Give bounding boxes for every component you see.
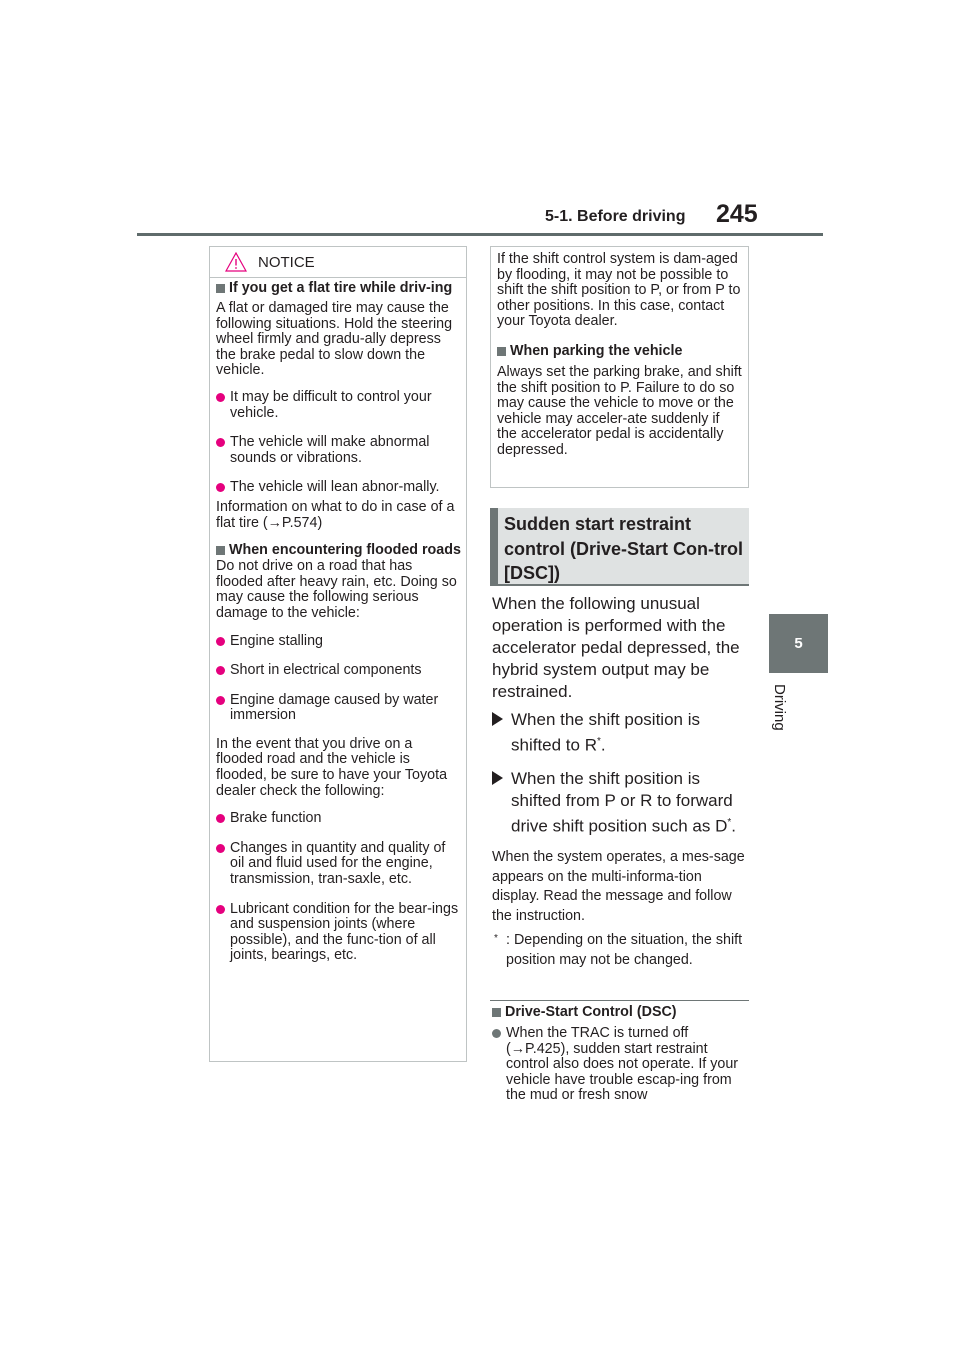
notice-right-content: [497, 252, 743, 459]
bullet-dot-icon: [216, 438, 225, 447]
flooded-intro: Do not drive on a road that has flooded after heavy rain, etc. Doing so may cause the following serious damage to the vehicle:: [216, 558, 457, 621]
flat-tire-info: Information on what to do in case of a flat tire (→P.574): [216, 498, 455, 531]
square-bullet-icon: [492, 1008, 501, 1017]
section-intro: When the following unusual operation is performed with the accelerator pedal depressed, the hybrid system output may be restrained.: [492, 594, 740, 701]
chapter-number: 5: [794, 635, 803, 652]
flat-tire-intro: A flat or damaged tire may cause the following situations. Hold the steering wheel firmly and gradu-ally depress the brake pedal to slow down the vehicle.: [216, 300, 453, 379]
notice-content: [216, 281, 462, 964]
list-item: Brake function: [216, 811, 462, 827]
heading-accent-bar: [490, 508, 498, 586]
notice-box-left: [209, 246, 467, 1062]
list-item: The vehicle will lean abnor-mally.: [216, 480, 462, 496]
list-item: Engine stalling: [216, 634, 462, 650]
section-heading: Sudden start restraint control (Drive-Start Con-trol [DSC]): [504, 514, 744, 583]
notice-box-right: [490, 246, 749, 488]
list-item: When the shift position is shifted to R*.: [492, 709, 750, 757]
bullet-dot-icon: [216, 393, 225, 402]
flat-tire-heading: If you get a flat tire while driv-ing: [216, 281, 462, 296]
bullet-dot-icon: [216, 637, 225, 646]
dsc-heading: Drive-Start Control (DSC): [492, 1005, 748, 1020]
parking-heading: When parking the vehicle: [497, 344, 743, 359]
bullet-dot-icon: [216, 696, 225, 705]
list-item: Engine damage caused by water immersion: [216, 693, 462, 724]
flooded-continuation: If the shift control system is dam-aged by flooding, it may not be possible to shift the shift position to P, or from P to other positions. In this case, contact your Toyota dealer.: [497, 251, 741, 330]
bullet-dot-icon: [216, 844, 225, 853]
triangle-bullet-icon: [492, 712, 503, 726]
list-item: It may be difficult to control your vehicle.: [216, 390, 462, 421]
parking-text: Always set the parking brake, and shift the shift position to P. Failure to do so may cause the vehicle to move or the vehicle may acceler-ate suddenly if the accelerator pedal is accidentally depressed.: [497, 363, 742, 458]
bullet-dot-icon: [492, 1029, 501, 1038]
triangle-bullet-icon: [492, 771, 503, 785]
bullet-dot-icon: [216, 814, 225, 823]
notice-divider: [210, 277, 466, 278]
notice-header: [210, 247, 466, 278]
page-number: 245: [716, 200, 758, 228]
system-operates-text: When the system operates, a mes-sage appears on the multi-informa-tion display. Read the message and follow the instruction.: [492, 849, 745, 924]
section-body: [492, 593, 750, 970]
list-item: Changes in quantity and quality of oil and fluid used for the engine, transmission, tran-saxle, etc.: [216, 841, 462, 888]
footnote: * : Depending on the situation, the shift position may not be changed.: [494, 932, 743, 968]
bullet-dot-icon: [216, 483, 225, 492]
chapter-label-text: Driving: [771, 684, 788, 731]
chapter-label: [768, 684, 788, 764]
notice-title: NOTICE: [258, 254, 315, 271]
square-bullet-icon: [216, 284, 225, 293]
flooded-heading: When encountering flooded roads: [216, 543, 462, 558]
chapter-tab: [769, 614, 828, 673]
section-heading-box: [490, 508, 749, 586]
list-item: When the shift position is shifted from P or R to forward drive shift position such as D*.: [492, 768, 750, 838]
bullet-dot-icon: [216, 905, 225, 914]
list-item: When the TRAC is turned off (→P.425), sudden start restraint control also does not operate. If your vehicle have trouble escap-ing from the mud or fresh snow: [492, 1026, 748, 1104]
dsc-divider: [490, 1000, 749, 1001]
warning-triangle-icon: [225, 252, 247, 272]
bullet-dot-icon: [216, 666, 225, 675]
flooded-intro2: In the event that you drive on a flooded road and the vehicle is flooded, be sure to have your Toyota dealer check the following:: [216, 735, 448, 799]
square-bullet-icon: [216, 546, 225, 555]
dsc-section: [492, 1005, 748, 1104]
header-divider: [137, 233, 823, 236]
list-item: Lubricant condition for the bear-ings and suspension joints (where possible), and the func-tion of all joints, bearings, etc.: [216, 902, 462, 964]
section-title: 5-1. Before driving: [545, 208, 686, 225]
list-item: The vehicle will make abnormal sounds or vibrations.: [216, 435, 462, 466]
list-item: Short in electrical components: [216, 663, 462, 679]
square-bullet-icon: [497, 347, 506, 356]
